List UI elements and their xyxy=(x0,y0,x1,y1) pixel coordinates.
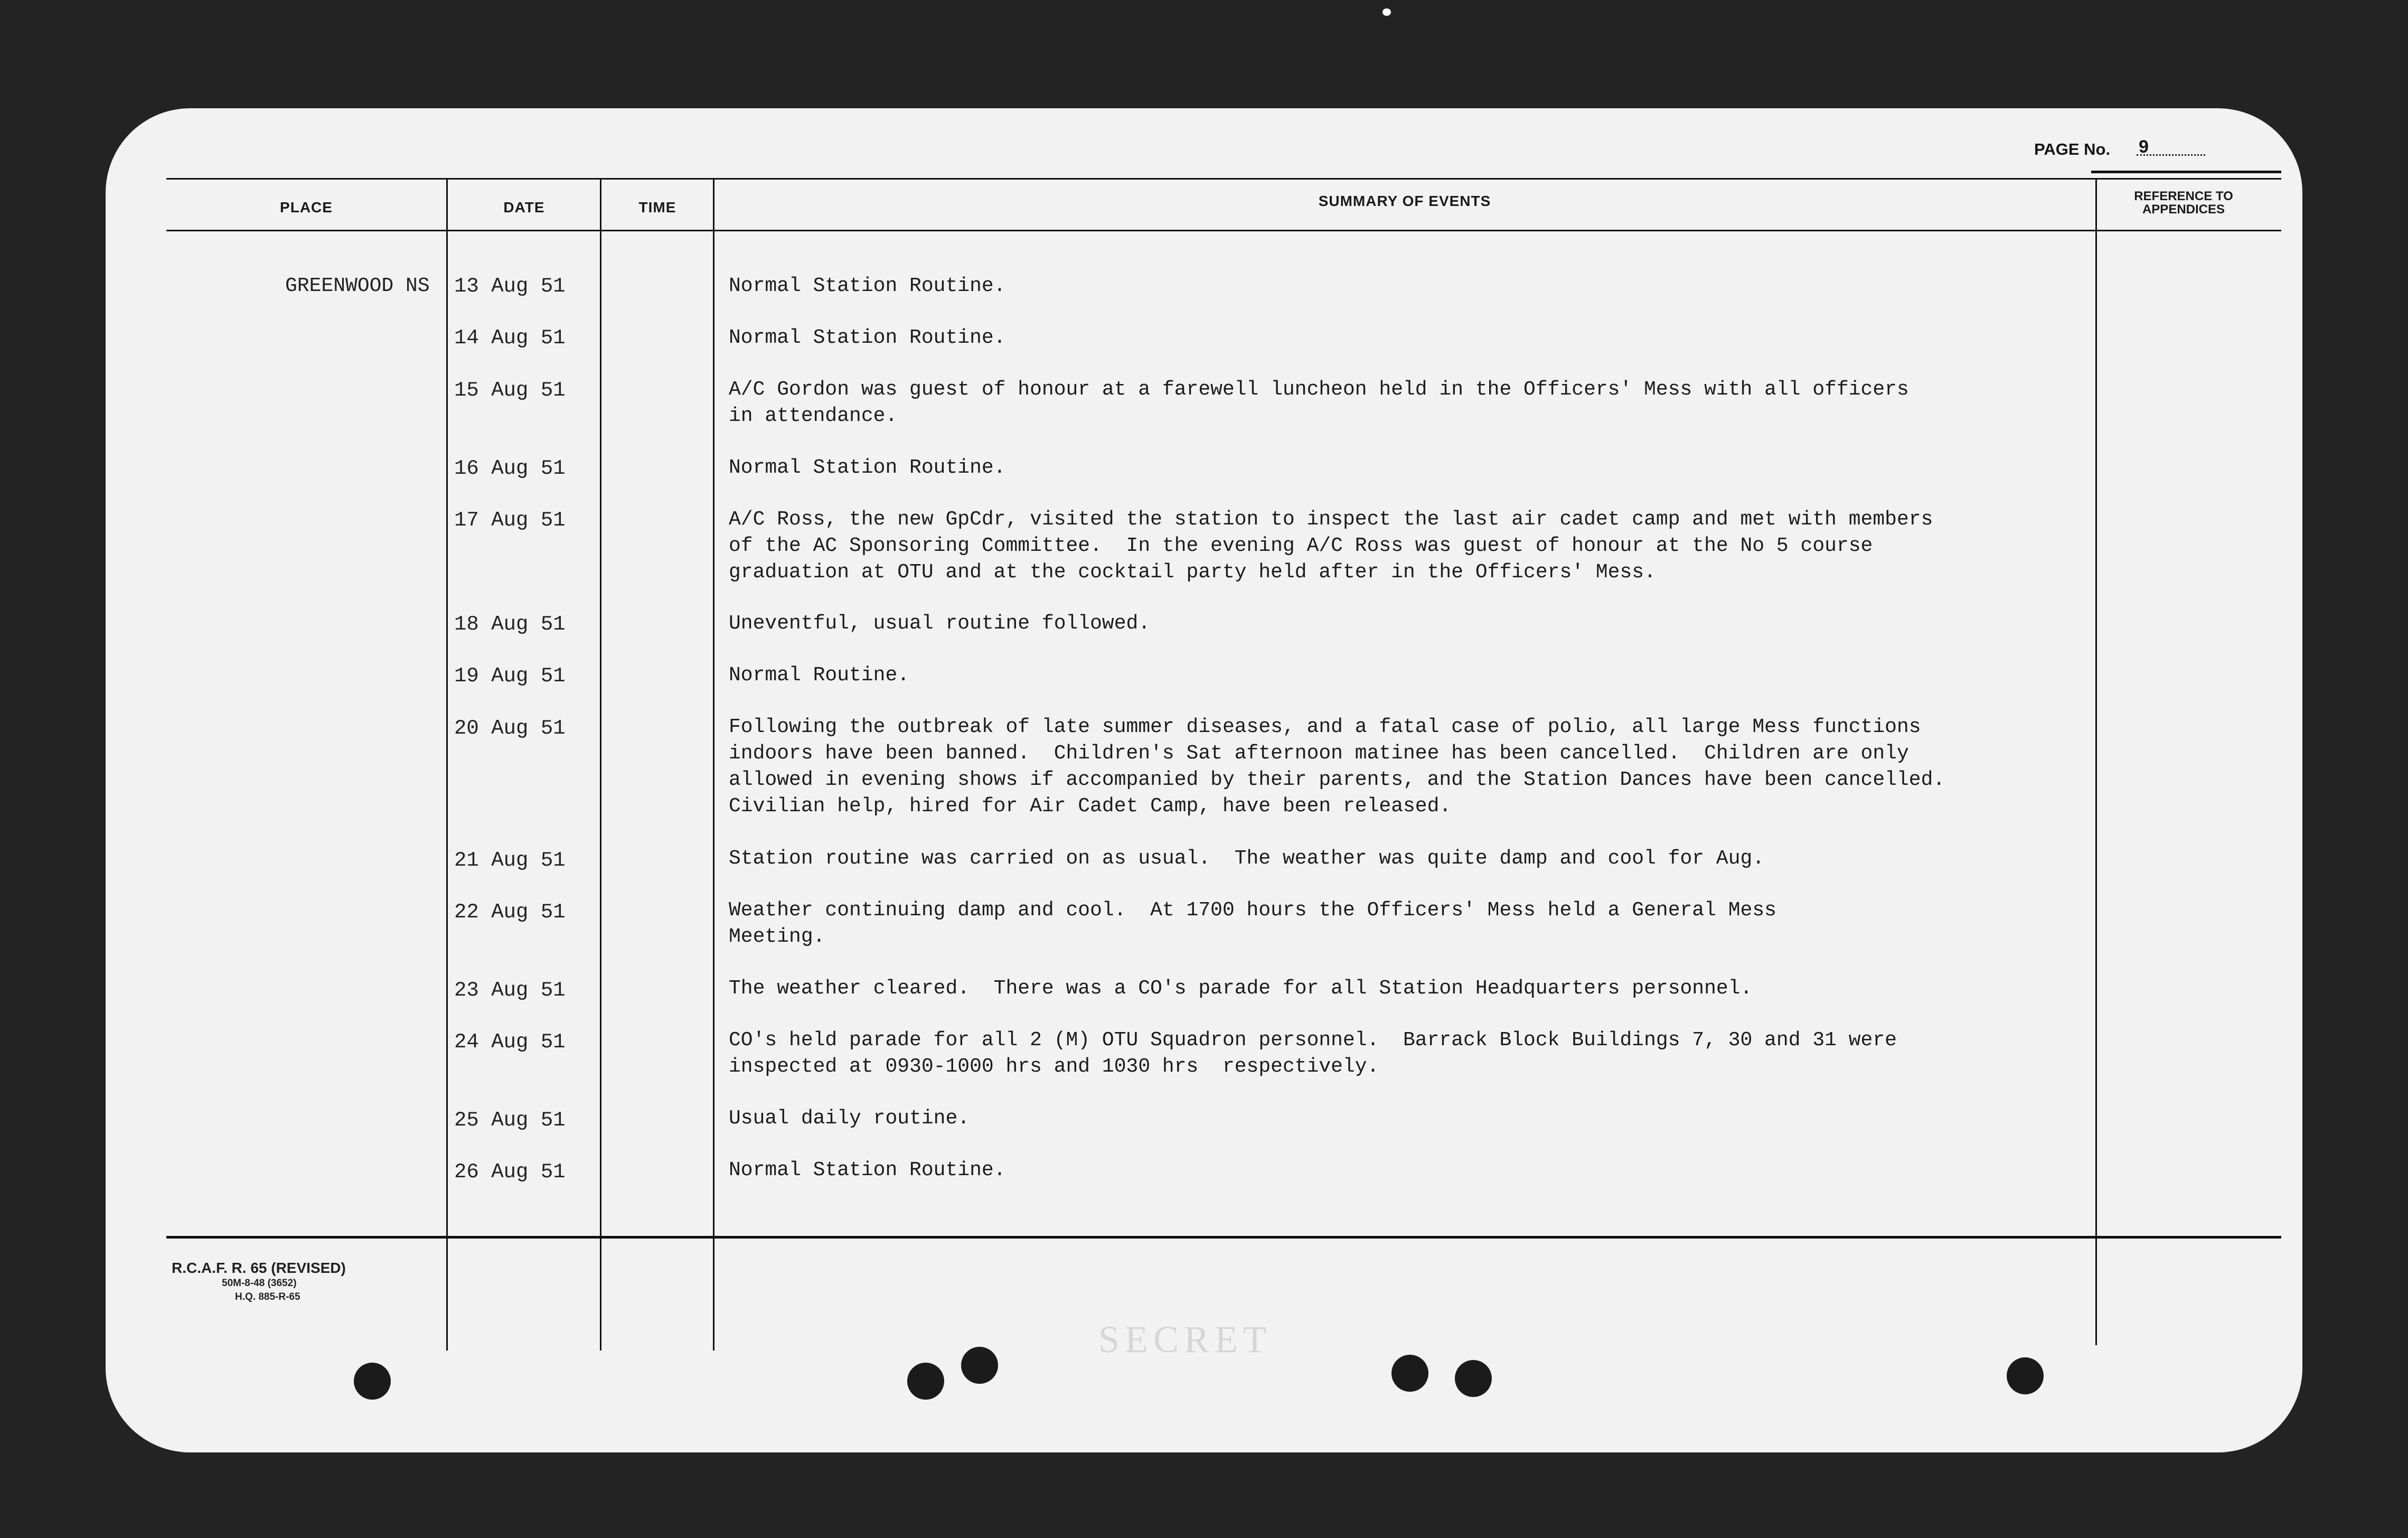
entry-date: 25 Aug 51 xyxy=(454,1109,566,1132)
header-top-rule-full xyxy=(166,178,2281,180)
header-top-rule xyxy=(2091,171,2281,173)
entry-summary: Weather continuing damp and cool. At 1700 hours the Officers' Mess held a General Mess Meeting. xyxy=(729,899,1776,948)
column-header-time: TIME xyxy=(638,199,676,215)
entry-date: 23 Aug 51 xyxy=(454,979,566,1002)
entry-date: 22 Aug 51 xyxy=(454,901,566,924)
entry-summary: Usual daily routine. xyxy=(729,1107,970,1130)
binder-hole xyxy=(354,1363,391,1400)
divider-time-summary xyxy=(713,178,714,1351)
header-bottom-rule xyxy=(166,230,2281,231)
entry-summary: Station routine was carried on as usual. The weather was quite damp and cool for Aug. xyxy=(729,847,1765,870)
divider-date-time xyxy=(600,178,601,1351)
entry-summary: A/C Gordon was guest of honour at a farewell luncheon held in the Officers' Mess with all officers in attendance. xyxy=(729,378,1909,427)
entry-date: 18 Aug 51 xyxy=(454,613,566,636)
entry-summary: The weather cleared. There was a CO's parade for all Station Headquarters personnel. xyxy=(729,977,1753,1000)
entry-summary: Normal Station Routine. xyxy=(729,1159,1006,1181)
entry-date: 21 Aug 51 xyxy=(454,849,566,872)
column-header-date: DATE xyxy=(503,199,545,215)
entry-summary: Following the outbreak of late summer diseases, and a fatal case of polio, all large Mess functions indoors have been banned. Children's Sat afternoon matinee has been cancelled. Children are only allowed in evening shows if accompanied by their parents, and the Station Dances have been cancelled. Civilian help, hired for Air Cadet Camp, have been released. xyxy=(729,716,1945,818)
binder-hole xyxy=(1455,1360,1492,1397)
entry-summary: Normal Station Routine. xyxy=(729,456,1006,479)
column-header-reference-line2: APPENDICES xyxy=(2142,202,2225,217)
binder-hole xyxy=(907,1363,944,1400)
entry-date: 15 Aug 51 xyxy=(454,379,566,402)
faded-stamp: SECRET xyxy=(1098,1318,1272,1361)
entry-date: 14 Aug 51 xyxy=(454,326,566,350)
entry-summary: Uneventful, usual routine followed. xyxy=(729,612,1151,635)
form-code-sub2: H.Q. 885-R-65 xyxy=(235,1291,300,1302)
column-header-summary: SUMMARY OF EVENTS xyxy=(1318,193,1491,209)
column-header-reference-line1: REFERENCE TO xyxy=(2134,189,2233,203)
column-header-place: PLACE xyxy=(280,199,333,215)
log-sheet xyxy=(106,108,2302,1452)
page-number-label: PAGE No. xyxy=(2034,140,2111,158)
entry-date: 24 Aug 51 xyxy=(454,1030,566,1054)
divider-place-date xyxy=(446,178,448,1351)
entry-date: 13 Aug 51 xyxy=(454,275,566,298)
entry-date: 26 Aug 51 xyxy=(454,1160,566,1184)
form-code xyxy=(172,1260,346,1304)
entry-summary: Normal Routine. xyxy=(729,664,910,687)
entry-summary: Normal Station Routine. xyxy=(729,326,1006,349)
entry-date: 20 Aug 51 xyxy=(454,717,566,740)
entry-summary: CO's held parade for all 2 (M) OTU Squadron personnel. Barrack Block Buildings 7, 30 and 31 were inspected at 0930-1000 hrs and 1030 hrs respectively. xyxy=(729,1029,1897,1078)
binder-hole xyxy=(2007,1357,2044,1394)
binder-hole xyxy=(1391,1355,1428,1392)
footer-rule xyxy=(166,1236,2281,1239)
place-value: GREENWOOD NS xyxy=(285,275,430,297)
entry-summary: Normal Station Routine. xyxy=(729,275,1006,297)
form-code-title: R.C.A.F. R. 65 (REVISED) xyxy=(172,1260,346,1276)
entry-date: 16 Aug 51 xyxy=(454,457,566,480)
entry-date: 17 Aug 51 xyxy=(454,509,566,532)
top-speck xyxy=(1382,8,1391,16)
form-code-sub1: 50M-8-48 (3652) xyxy=(222,1278,297,1289)
binder-hole xyxy=(961,1347,998,1384)
entry-date: 19 Aug 51 xyxy=(454,664,566,688)
entry-summary: A/C Ross, the new GpCdr, visited the station to inspect the last air cadet camp and met with members of the AC Sponsoring Committee. In the evening A/C Ross was guest of honour at the No 5 course graduation at OTU and at the cocktail party held after in the Officers' Mess. xyxy=(729,508,1933,584)
page-number-value: 9 xyxy=(2137,137,2205,156)
